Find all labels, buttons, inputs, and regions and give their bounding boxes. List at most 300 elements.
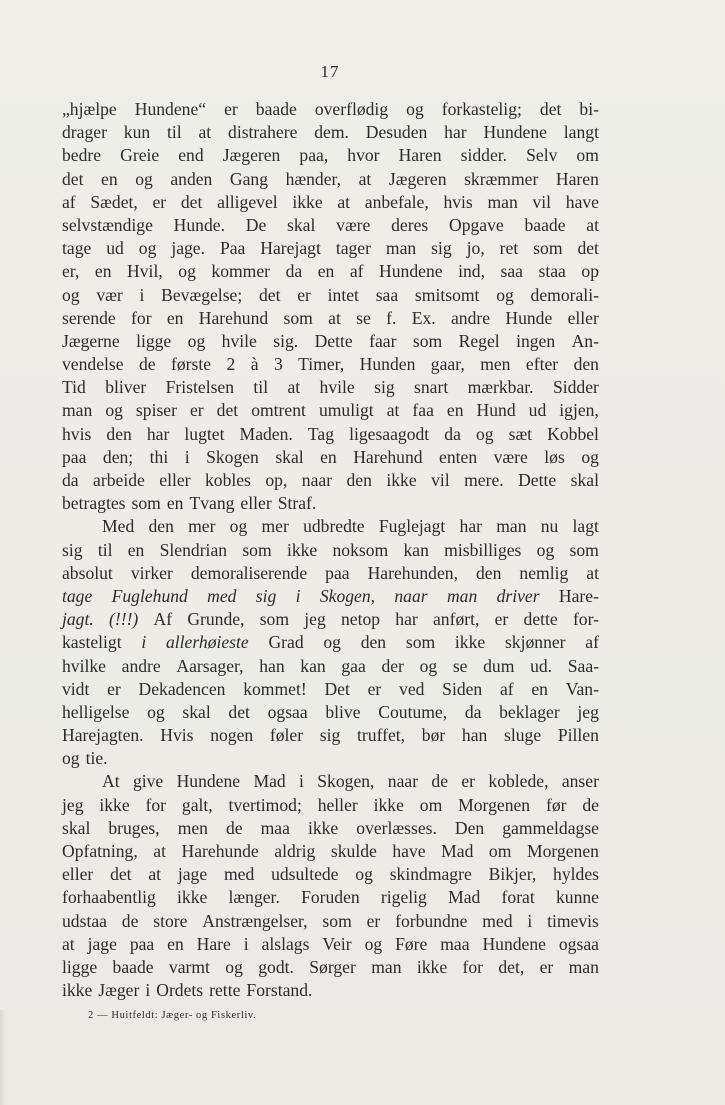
word: Ordets bbox=[156, 980, 204, 1001]
word: jeg bbox=[577, 701, 599, 722]
word: Grunde, bbox=[187, 609, 245, 630]
word: hvis bbox=[443, 191, 473, 212]
word: ligge bbox=[136, 330, 172, 351]
word: at bbox=[62, 933, 75, 954]
word: saa bbox=[500, 261, 523, 282]
word: De bbox=[245, 214, 267, 235]
text-line bbox=[62, 934, 599, 957]
word: da bbox=[444, 423, 461, 444]
word: en bbox=[167, 933, 184, 954]
word: den bbox=[475, 562, 502, 583]
word: Skogen, bbox=[319, 585, 376, 606]
word: Foruden bbox=[301, 887, 360, 908]
word: som bbox=[259, 609, 290, 630]
word: i bbox=[299, 771, 304, 792]
word: Veir bbox=[322, 933, 352, 954]
word: overflødig bbox=[314, 99, 389, 119]
word: distrahere bbox=[228, 122, 298, 143]
word: kan bbox=[403, 539, 429, 560]
word: til bbox=[97, 539, 113, 560]
word: nu bbox=[540, 516, 559, 537]
word: med bbox=[207, 585, 237, 606]
text-line bbox=[62, 238, 599, 261]
word: kobles bbox=[204, 470, 251, 490]
word: i bbox=[141, 632, 147, 653]
word: varmt bbox=[168, 956, 210, 977]
word: skal bbox=[182, 701, 211, 722]
word: skal bbox=[287, 214, 316, 235]
word: faar bbox=[369, 330, 397, 351]
word: rigelig bbox=[380, 887, 427, 908]
text-line bbox=[62, 261, 599, 284]
word: en bbox=[446, 400, 464, 421]
word: hvis bbox=[62, 423, 92, 444]
word: ud bbox=[528, 400, 547, 421]
word: for- bbox=[572, 609, 599, 630]
word: sig. bbox=[273, 330, 299, 351]
word: vendelse bbox=[62, 354, 124, 375]
word: den bbox=[346, 470, 372, 490]
word: i bbox=[243, 933, 249, 954]
word: Harehund bbox=[353, 446, 423, 467]
text-line bbox=[62, 887, 599, 910]
word: ikke bbox=[454, 632, 486, 653]
word: Dette bbox=[314, 330, 353, 351]
word: vær bbox=[96, 284, 123, 305]
word: tie. bbox=[85, 748, 108, 769]
word: kan bbox=[300, 655, 326, 676]
word: der bbox=[381, 655, 404, 676]
word: Mad bbox=[441, 841, 474, 861]
word: og bbox=[187, 330, 206, 351]
word: det, bbox=[498, 956, 525, 977]
word: se bbox=[356, 307, 371, 328]
word: en bbox=[101, 168, 118, 189]
word: den bbox=[360, 632, 387, 653]
word: da bbox=[285, 261, 303, 282]
word: i bbox=[527, 910, 533, 931]
word: à bbox=[250, 354, 259, 375]
word: af bbox=[499, 678, 514, 699]
word: betragtes bbox=[62, 493, 126, 514]
word: Kobbel bbox=[547, 423, 599, 444]
word: Hundene“ bbox=[134, 99, 207, 119]
word: man bbox=[496, 516, 527, 537]
word: har bbox=[444, 122, 467, 143]
word: allerhøieste bbox=[165, 632, 249, 653]
word: Aarsager, bbox=[176, 655, 244, 676]
word: anser bbox=[561, 771, 599, 792]
word: Morgenen bbox=[526, 841, 599, 861]
word: Opgave bbox=[449, 214, 504, 235]
word: for bbox=[145, 794, 167, 815]
word: anden bbox=[170, 168, 213, 189]
word: have bbox=[392, 841, 426, 861]
word: tage bbox=[62, 585, 93, 606]
text-line bbox=[62, 493, 599, 516]
word: sluge bbox=[504, 725, 542, 746]
word: Hvil, bbox=[127, 261, 163, 282]
word: være bbox=[493, 446, 528, 467]
word: dum bbox=[483, 655, 515, 676]
word: Slendrian bbox=[159, 539, 228, 560]
word: som bbox=[533, 238, 563, 259]
word: drager bbox=[62, 122, 107, 143]
word: Den bbox=[454, 817, 485, 838]
text-line bbox=[62, 331, 599, 354]
text-line bbox=[62, 771, 599, 794]
word: beklager bbox=[499, 701, 560, 722]
word: Grad bbox=[268, 632, 304, 653]
word: andre bbox=[121, 655, 161, 676]
word: gammeldagse bbox=[502, 817, 599, 838]
word: at bbox=[586, 562, 599, 583]
word: vidt bbox=[62, 678, 90, 699]
word: med bbox=[482, 910, 513, 931]
word: ikke bbox=[177, 887, 208, 908]
word: og bbox=[355, 864, 373, 885]
word: skindmagre bbox=[389, 864, 472, 885]
word: det bbox=[180, 191, 203, 212]
word: Sørger bbox=[309, 956, 356, 977]
text-line bbox=[62, 632, 599, 655]
text-line bbox=[62, 308, 599, 331]
word: kommet! bbox=[243, 678, 307, 699]
word: ret bbox=[499, 238, 519, 259]
word: er bbox=[366, 910, 381, 931]
word: sidder. bbox=[460, 145, 508, 166]
word: Hundene bbox=[482, 933, 546, 954]
word: Skogen, bbox=[317, 771, 375, 792]
word: den bbox=[106, 423, 132, 444]
word: serende bbox=[62, 307, 116, 328]
word: man bbox=[446, 585, 478, 606]
word: man bbox=[568, 956, 599, 977]
word: bi- bbox=[579, 99, 599, 119]
word: Morgenen bbox=[458, 794, 531, 815]
word: er bbox=[367, 678, 382, 699]
word: alligevel bbox=[217, 191, 278, 212]
word: kasteligt bbox=[62, 632, 122, 653]
word: længer. bbox=[228, 887, 280, 908]
word: Tvang bbox=[189, 493, 235, 514]
word: eller bbox=[159, 470, 191, 490]
word: som bbox=[412, 330, 443, 351]
word: Sædet, bbox=[90, 191, 138, 212]
word: Tid bbox=[62, 377, 86, 398]
word: Jægeren bbox=[388, 168, 447, 189]
word: Van- bbox=[565, 678, 599, 699]
word: det bbox=[259, 284, 281, 305]
text-line bbox=[62, 725, 599, 748]
text-line bbox=[62, 864, 599, 887]
word: skjønner bbox=[504, 632, 566, 653]
word: Opfatning, bbox=[62, 841, 138, 861]
word: man bbox=[487, 191, 518, 212]
word: men bbox=[480, 354, 511, 375]
word: „hjælpe bbox=[62, 99, 117, 119]
word: Det bbox=[324, 678, 350, 699]
word: skal bbox=[275, 446, 304, 467]
word: have bbox=[565, 191, 599, 212]
word: vil bbox=[431, 470, 450, 490]
word: Straf. bbox=[277, 493, 317, 514]
text-line bbox=[62, 609, 599, 632]
word: mer bbox=[188, 516, 216, 537]
word: han bbox=[259, 655, 285, 676]
word: hvor bbox=[347, 145, 380, 166]
word: jeg bbox=[62, 794, 84, 815]
word: ingen bbox=[516, 330, 556, 351]
text-line bbox=[62, 285, 599, 308]
word: baade bbox=[524, 214, 566, 235]
word: anbefale, bbox=[364, 191, 429, 212]
word: at bbox=[358, 168, 372, 189]
word: jo, bbox=[466, 238, 485, 259]
word: ind, bbox=[458, 261, 485, 282]
word: sig bbox=[319, 725, 341, 746]
word: anført, bbox=[432, 609, 480, 630]
word: langt bbox=[563, 122, 599, 143]
word: at bbox=[287, 377, 301, 398]
word: skal bbox=[62, 817, 91, 838]
word: en bbox=[166, 307, 184, 328]
word: Med bbox=[102, 516, 135, 537]
word: naar bbox=[387, 771, 419, 792]
word: thi bbox=[149, 446, 169, 467]
word: for bbox=[462, 956, 483, 977]
word: overlæsses. bbox=[356, 817, 437, 838]
word: og bbox=[147, 701, 165, 722]
word: Sidder bbox=[552, 377, 599, 398]
word: tage bbox=[62, 238, 92, 259]
word: paa bbox=[62, 446, 87, 467]
word: og bbox=[225, 956, 243, 977]
word: og bbox=[364, 933, 383, 954]
word: tvertimod; bbox=[228, 794, 302, 815]
word: en bbox=[531, 678, 548, 699]
word: har bbox=[459, 516, 482, 537]
word: en bbox=[94, 261, 112, 282]
word: godt. bbox=[258, 956, 294, 977]
word: og bbox=[178, 261, 196, 282]
word: man bbox=[62, 400, 93, 421]
word: kun bbox=[123, 122, 151, 143]
word: misbilliges bbox=[444, 539, 522, 560]
word: blive bbox=[325, 701, 361, 722]
word: Bevægelse; bbox=[161, 284, 243, 305]
word: før bbox=[545, 794, 567, 815]
word: heller bbox=[317, 794, 358, 815]
word: hvile bbox=[319, 377, 355, 398]
word: har bbox=[146, 423, 170, 444]
word: Dekadencen bbox=[138, 678, 226, 699]
text-line bbox=[62, 470, 599, 493]
word: skræmmer bbox=[464, 168, 539, 189]
word: hænder, bbox=[285, 168, 342, 189]
word: staa bbox=[538, 261, 566, 282]
word: er bbox=[461, 771, 476, 792]
word: andre bbox=[450, 307, 491, 328]
word: ikke bbox=[99, 794, 130, 815]
word: Fuglejagt bbox=[378, 516, 446, 537]
text-line bbox=[62, 424, 599, 447]
word: ud bbox=[106, 238, 124, 259]
word: som bbox=[322, 910, 352, 931]
page-edge-shadow bbox=[0, 1010, 6, 1105]
text-line bbox=[62, 702, 599, 725]
word: til bbox=[253, 377, 269, 398]
word: forhaabentlig bbox=[62, 887, 156, 908]
text-line bbox=[62, 215, 599, 238]
word: ogsaa bbox=[267, 701, 308, 722]
word: en bbox=[317, 261, 335, 282]
word: Hunden bbox=[359, 354, 416, 375]
text-line bbox=[62, 169, 599, 192]
word: som bbox=[405, 632, 436, 653]
word: Føre bbox=[395, 933, 428, 954]
word: ikke bbox=[286, 539, 318, 560]
word: mærkbar. bbox=[467, 377, 534, 398]
word: i bbox=[295, 585, 301, 606]
word: Harejagt bbox=[260, 238, 321, 259]
word: at bbox=[148, 864, 162, 885]
word: paa bbox=[325, 562, 350, 583]
word: at bbox=[198, 122, 212, 143]
word: f. bbox=[386, 307, 397, 328]
word: nogen bbox=[210, 725, 254, 746]
word: den bbox=[148, 516, 174, 537]
word: store bbox=[153, 910, 188, 931]
text-line bbox=[62, 679, 599, 702]
text-line bbox=[62, 540, 599, 563]
word: (!!!) bbox=[109, 609, 139, 630]
word: vil bbox=[532, 191, 552, 212]
word: gaa bbox=[341, 655, 366, 676]
word: har bbox=[395, 609, 418, 630]
word: det bbox=[216, 400, 239, 421]
word: og bbox=[138, 238, 157, 259]
word: Harehunde bbox=[181, 841, 259, 861]
word: er bbox=[539, 956, 554, 977]
word: Forstand. bbox=[246, 980, 313, 1001]
word: ikke bbox=[416, 956, 448, 977]
word: paa bbox=[129, 933, 155, 954]
word: og bbox=[105, 400, 123, 421]
word: ved bbox=[399, 678, 425, 699]
word: koblede, bbox=[488, 771, 549, 792]
word: netop bbox=[340, 609, 381, 630]
text-line bbox=[62, 911, 599, 934]
word: Dette bbox=[518, 470, 557, 490]
word: 3 bbox=[273, 354, 283, 375]
word: mere. bbox=[464, 470, 504, 490]
word: en bbox=[166, 493, 184, 514]
word: en bbox=[320, 446, 337, 467]
word: give bbox=[132, 771, 164, 792]
word: selvstændige bbox=[62, 214, 153, 235]
word: Hundene bbox=[379, 261, 443, 282]
word: Haren bbox=[555, 168, 599, 189]
word: driver bbox=[496, 585, 540, 606]
word: og bbox=[62, 748, 80, 769]
word: alslags bbox=[261, 933, 310, 954]
word: det bbox=[62, 168, 84, 189]
word: faa bbox=[412, 400, 434, 421]
word: galt, bbox=[181, 794, 213, 815]
word: jage bbox=[177, 864, 208, 885]
text-line bbox=[62, 656, 599, 679]
word: Hvis bbox=[160, 725, 194, 746]
word: og bbox=[496, 284, 514, 305]
word: sig bbox=[374, 377, 395, 398]
text-line bbox=[62, 563, 599, 586]
word: de bbox=[121, 910, 139, 931]
word: af bbox=[585, 632, 599, 653]
word: ikke bbox=[386, 470, 417, 490]
word: Mad bbox=[253, 771, 286, 792]
word: dette bbox=[523, 609, 558, 630]
word: lagt bbox=[572, 516, 599, 537]
word: kommer bbox=[211, 261, 271, 282]
word: Saa- bbox=[567, 655, 599, 676]
word: Fuglehund bbox=[111, 585, 188, 606]
word: virker bbox=[130, 562, 173, 583]
word: de bbox=[138, 354, 156, 375]
word: ikke bbox=[307, 817, 339, 838]
word: skulde bbox=[330, 841, 377, 861]
text-line bbox=[62, 748, 599, 771]
word: naar bbox=[301, 470, 333, 490]
word: umuligt bbox=[318, 400, 374, 421]
word: om bbox=[419, 794, 443, 815]
word: helligelse bbox=[62, 701, 130, 722]
word: udbredte bbox=[303, 516, 365, 537]
word: Regel bbox=[458, 330, 500, 351]
word: af bbox=[62, 191, 76, 212]
word: han bbox=[461, 725, 488, 746]
word: og bbox=[406, 99, 424, 119]
word: jeg bbox=[304, 609, 326, 630]
word: nemlig bbox=[519, 562, 569, 583]
word: den bbox=[573, 354, 599, 375]
word: som bbox=[569, 539, 599, 560]
word: af bbox=[349, 261, 364, 282]
text-line bbox=[62, 400, 599, 423]
word: Hare bbox=[196, 933, 231, 954]
word: eller bbox=[240, 493, 272, 514]
word: som bbox=[131, 493, 161, 514]
word: spiser bbox=[135, 400, 177, 421]
word: Hund bbox=[476, 400, 516, 421]
word: deres bbox=[391, 214, 429, 235]
word: at bbox=[337, 191, 351, 212]
word: ikke bbox=[292, 191, 323, 212]
word: Harehunden, bbox=[367, 562, 458, 583]
word: sig bbox=[255, 585, 277, 606]
word: og bbox=[229, 516, 248, 537]
word: Greie bbox=[120, 145, 160, 166]
text-line bbox=[62, 99, 599, 122]
text-line bbox=[62, 841, 599, 864]
word: til bbox=[166, 122, 182, 143]
text-line bbox=[62, 980, 599, 1003]
word: jage bbox=[87, 933, 117, 954]
word: saa bbox=[375, 284, 399, 305]
word: med bbox=[223, 864, 255, 885]
word: sig bbox=[62, 539, 83, 560]
word: Paa bbox=[219, 238, 246, 259]
